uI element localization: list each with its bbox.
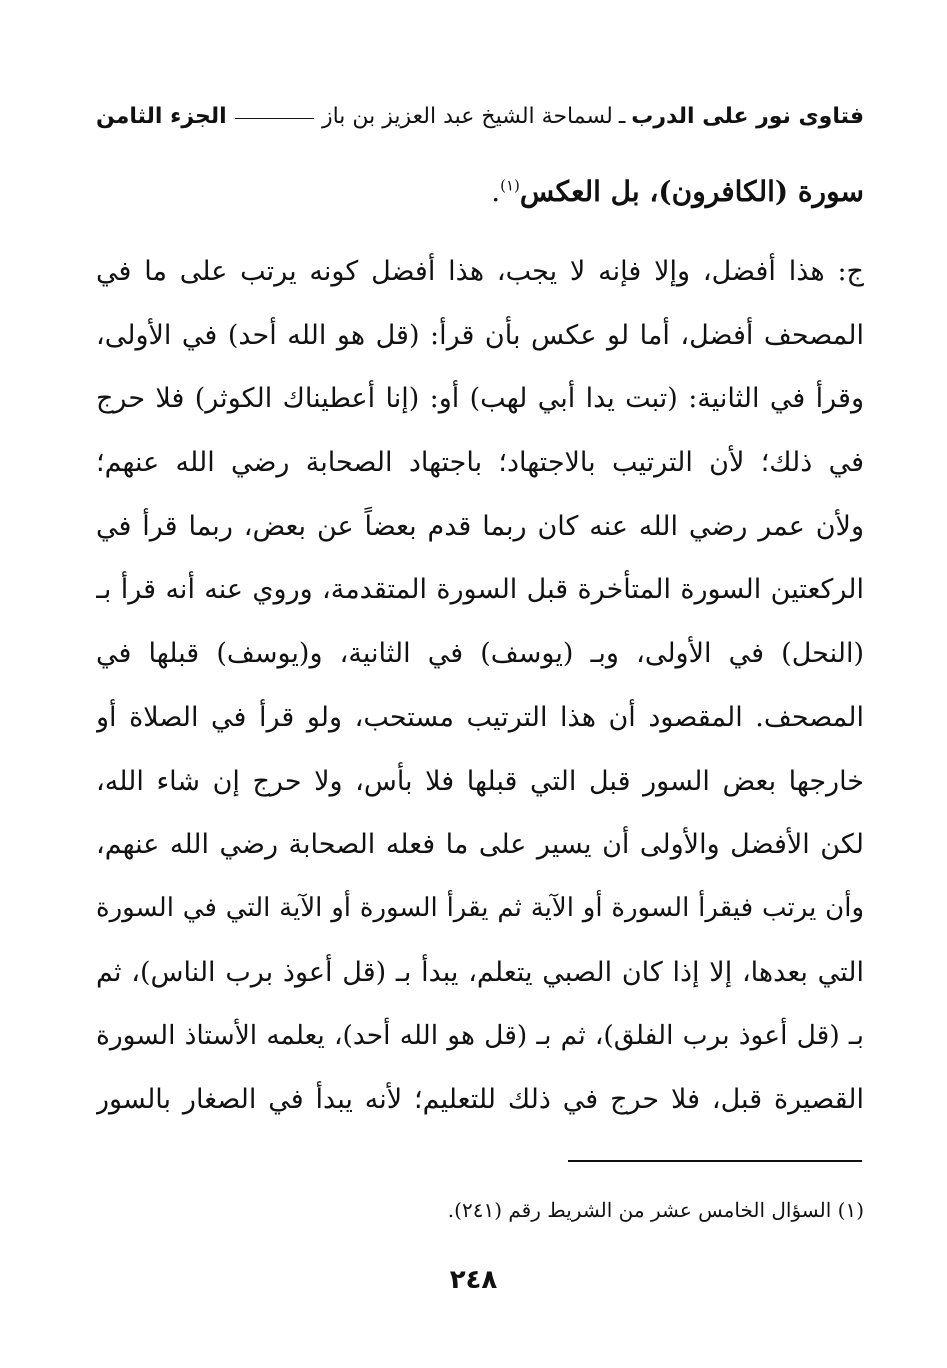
opening-line: [96, 166, 864, 218]
opening-period: .: [491, 175, 501, 208]
header-rule: [235, 118, 314, 119]
body-line: القصيرة قبل، فلا حرج في ذلك للتعليم؛ لأنه يبدأ في الصغار بالسور: [96, 1083, 864, 1115]
running-header: [96, 96, 864, 136]
page-number: ٢٤٨: [449, 1265, 498, 1295]
body-line: خارجها بعض السور قبل التي قبلها فلا بأس، ولا حرج إن شاء الله،: [96, 765, 864, 797]
body-line: ولأن عمر رضي الله عنه كان ربما قدم بعضاً عن بعض، ربما قرأ في: [96, 510, 864, 542]
footnote-reference: (١): [500, 176, 520, 195]
body-line: ج: هذا أفضل، وإلا فإنه لا يجب، هذا أفضل كونه يرتب على ما في: [96, 256, 864, 287]
opening-text: سورة (الكافرون)، بل العكس: [519, 175, 864, 208]
body-line: (النحل) في الأولى، وبـ (يوسف) في الثانية، و(يوسف) قبلها في: [96, 638, 864, 670]
body-line: التي بعدها، إلا إذا كان الصبي يتعلم، يبدأ بـ (قل أعوذ برب الناس)، ثم: [96, 956, 864, 988]
footnote: (١) السؤال الخامس عشر من الشريط رقم (٢٤١).: [447, 1198, 864, 1222]
body-line: وأن يرتب فيقرأ السورة أو الآية ثم يقرأ السورة أو الآية التي في السورة: [96, 892, 864, 923]
body-line: المصحف. المقصود أن هذا الترتيب مستحب، ولو قرأ في الصلاة أو: [96, 701, 864, 733]
book-title: فتاوى نور على الدرب: [631, 103, 864, 129]
author-name: لسماحة الشيخ عبد العزيز بن باز: [321, 103, 613, 129]
body-line: بـ (قل أعوذ برب الفلق)، ثم بـ (قل هو الله أحد)، يعلمه الأستاذ السورة: [96, 1020, 864, 1052]
header-separator: ـ: [618, 103, 626, 129]
body-line: وقرأ في الثانية: (تبت يدا أبي لهب) أو: (إنا أعطيناك الكوثر) فلا حرج: [96, 383, 864, 415]
answer-body: [96, 240, 864, 1132]
body-line: المصحف أفضل، أما لو عكس بأن قرأ: (قل هو الله أحد) في الأولى،: [96, 319, 864, 351]
footnote-divider: [568, 1160, 862, 1162]
volume-label: الجزء الثامن: [96, 103, 227, 129]
body-line: في ذلك؛ لأن الترتيب بالاجتهاد؛ باجتهاد الصحابة رضي الله عنهم؛: [96, 447, 864, 479]
body-line: لكن الأفضل والأولى أن يسير على ما فعله الصحابة رضي الله عنهم،: [96, 829, 864, 861]
body-line: الركعتين السورة المتأخرة قبل السورة المتقدمة، وروي عنه أنه قرأ بـ: [96, 574, 864, 606]
